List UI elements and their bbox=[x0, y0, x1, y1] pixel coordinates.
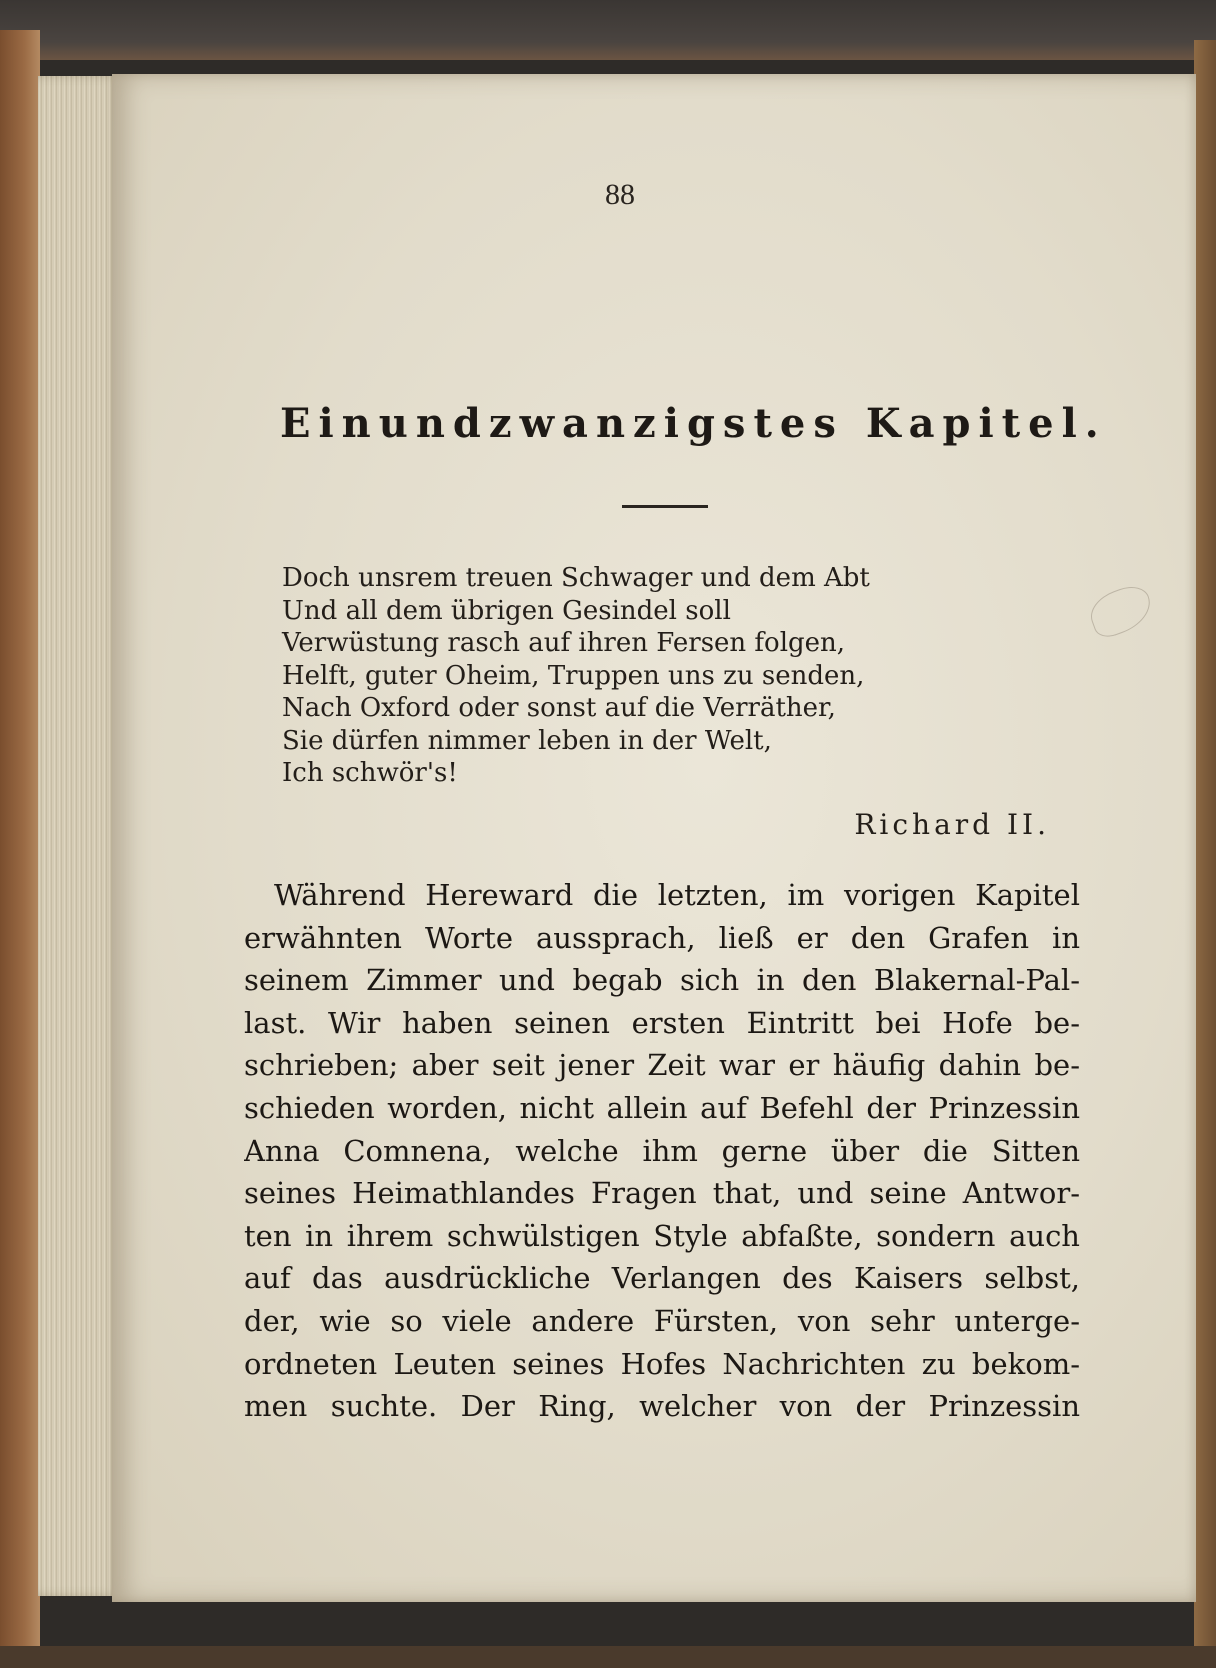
page-number: 88 bbox=[605, 178, 635, 211]
body-line: schieden worden, nicht allein auf Befehl der Prinzessin bbox=[244, 1090, 1080, 1125]
body-line: seines Heimathlandes Fragen that, und seine Antwor- bbox=[244, 1176, 1080, 1211]
body-line: ordneten Leuten seines Hofes Nachrichten zu bekom- bbox=[244, 1346, 1080, 1381]
book-cover-bottom bbox=[0, 1646, 1216, 1668]
body-line: der, wie so viele andere Fürsten, von sehr unterge- bbox=[244, 1303, 1080, 1338]
epigraph-line: Doch unsrem treuen Schwager und dem Abt bbox=[282, 563, 870, 593]
epigraph-line: Und all dem übrigen Gesindel soll bbox=[282, 595, 731, 626]
epigraph-line: Sie dürfen nimmer leben in der Welt, bbox=[282, 725, 772, 756]
book-cover-right bbox=[1194, 40, 1216, 1668]
epigraph-source: Richard II. bbox=[854, 808, 1050, 841]
book-cover-top bbox=[0, 0, 1216, 60]
body-line: men suchte. Der Ring, welcher von der Prinzessin bbox=[244, 1389, 1080, 1424]
body-line: auf das ausdrückliche Verlangen des Kaisers selbst, bbox=[244, 1261, 1080, 1296]
epigraph-line: Ich schwör's! bbox=[282, 758, 458, 788]
body-line: schrieben; aber seit jener Zeit war er häufig dahin be- bbox=[244, 1048, 1080, 1083]
body-line: erwähnten Worte aussprach, ließ er den Grafen in bbox=[244, 920, 1080, 955]
epigraph bbox=[282, 562, 1002, 790]
body-line: seinem Zimmer und begab sich in den Blakernal-Pal- bbox=[244, 963, 1080, 998]
body-line: Während Hereward die letzten, im vorigen Kapitel bbox=[274, 878, 1080, 912]
body-line: Anna Comnena, welche ihm gerne über die Sitten bbox=[244, 1133, 1080, 1168]
body-line: last. Wir haben seinen ersten Eintritt bei Hofe be- bbox=[244, 1005, 1080, 1040]
epigraph-line: Verwüstung rasch auf ihren Fersen folgen, bbox=[282, 628, 846, 658]
epigraph-line: Nach Oxford oder sonst auf die Verräther, bbox=[282, 693, 836, 723]
body-line: ten in ihrem schwülstigen Style abfaßte, sondern auch bbox=[244, 1218, 1080, 1253]
chapter-title: Einundzwanzigstes Kapitel. bbox=[280, 400, 1107, 447]
book-cover-left bbox=[0, 30, 40, 1668]
body-paragraph bbox=[244, 874, 1080, 1428]
title-divider bbox=[622, 505, 708, 508]
epigraph-line: Helft, guter Oheim, Truppen uns zu senden, bbox=[282, 660, 865, 691]
page-edges bbox=[38, 76, 120, 1596]
